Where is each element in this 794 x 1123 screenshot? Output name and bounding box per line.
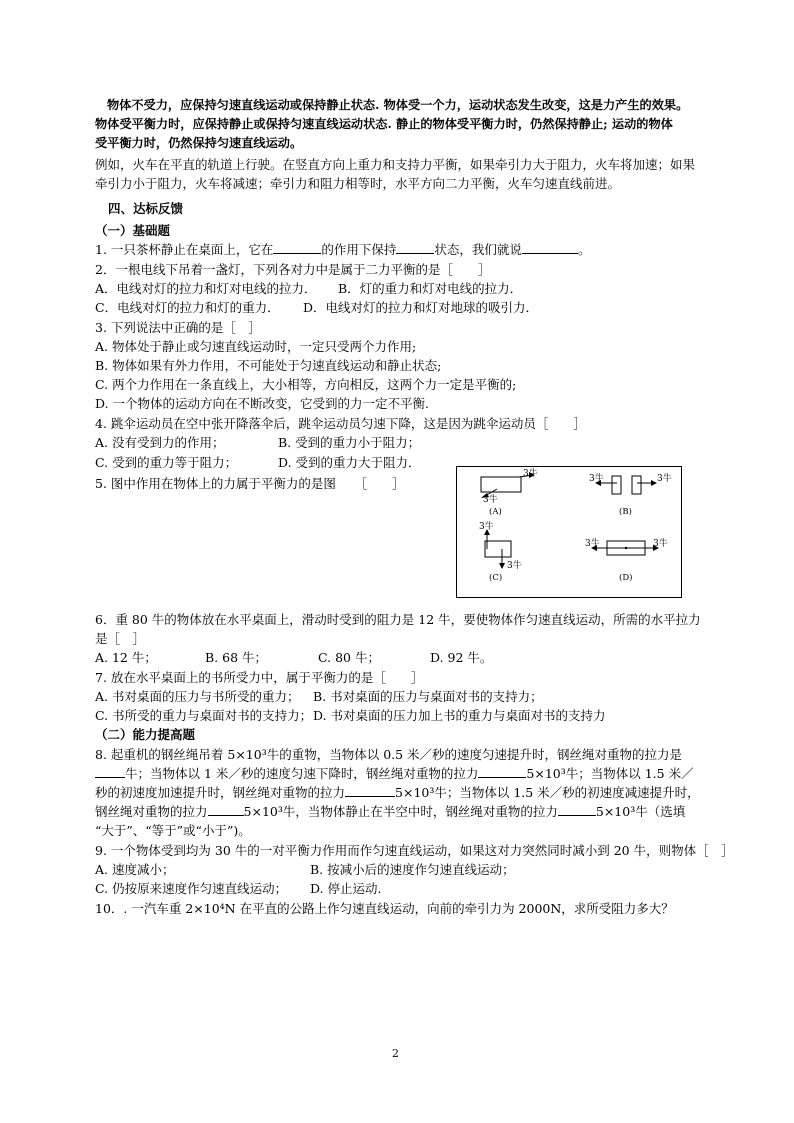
- question-2-stem: 2．一根电线下吊着一盏灯，下列各对力中是属于二力平衡的是［ ］: [95, 262, 491, 277]
- diagram-b: [589, 472, 672, 517]
- diagram-c: [479, 520, 522, 583]
- summary-line-1: 物体不受力，应保持匀速直线运动或保持静止状态. 物体受一个力，运动状态发生改变，这是力产生的效果。: [107, 98, 689, 112]
- force-label: 3牛: [483, 495, 498, 505]
- answer-blank[interactable]: [558, 802, 596, 816]
- question-9-option-c: C. 仍按原来速度作匀速直线运动；: [95, 881, 288, 896]
- force-label: 3牛: [657, 474, 672, 484]
- force-diagram-figure: [456, 466, 682, 598]
- diagram-label-d: (D): [619, 573, 633, 583]
- question-8-line-2: 牛；当物体以 1 米／秒的速度匀速下降时，钢丝绳对重物的拉力 5×10³牛；当物体以 1.5 米／: [95, 764, 694, 783]
- answer-blank[interactable]: [345, 783, 395, 797]
- summary-line-3: 受平衡力时，仍然保持匀速直线运动。: [95, 136, 303, 150]
- question-4-option-b: B. 受到的重力小于阻力；: [278, 435, 421, 450]
- section-title: 四、达标反馈: [108, 201, 184, 216]
- force-label: 3牛: [589, 474, 604, 484]
- question-3-stem: 3. 下列说法中正确的是［ ］: [95, 320, 261, 335]
- question-5-stem: 5. 图中作用在物体上的力属于平衡力的是图 ［ ］: [95, 476, 405, 491]
- answer-blank[interactable]: [273, 240, 321, 254]
- question-6-stem-1: 6．重 80 牛的物体放在水平桌面上，滑动时受到的阻力是 12 牛，要使物体作匀速直线运动，所需的水平拉力: [95, 612, 701, 627]
- example-line-2: 牵引力小于阻力，火车将减速；牵引力和阻力相等时，水平方向二力平衡，火车匀速直线前进。: [95, 176, 621, 191]
- question-9-option-d: D. 停止运动.: [310, 881, 382, 896]
- question-10: 10．. 一汽车重 2×10⁴N 在平直的公路上作匀速直线运动，向前的牵引力为 2000N，求所受阻力多大？: [95, 901, 674, 916]
- question-4-option-c: C. 受到的重力等于阻力；: [95, 455, 238, 470]
- example-line-1: 例如，火车在平直的轨道上行驶。在竖直方向上重力和支持力平衡，如果牵引力大于阻力，火车将加速；如果: [95, 157, 696, 172]
- question-6-option-a: A. 12 牛；: [95, 650, 157, 665]
- force-diagram: [457, 467, 681, 597]
- question-3-option-b: B. 物体如果有外力作用，不可能处于匀速直线运动和静止状态;: [95, 358, 442, 373]
- question-6-option-b: B. 68 牛；: [205, 650, 268, 665]
- diagram-label-c: (C): [489, 573, 503, 583]
- force-label: 3牛: [653, 539, 668, 549]
- question-4-stem: 4. 跳伞运动员在空中张开降落伞后，跳伞运动员匀速下降，这是因为跳伞运动员［ ］: [95, 416, 586, 431]
- question-2-option-b: B．灯的重力和灯对电线的拉力．: [338, 281, 523, 296]
- question-8-line-4: 钢丝绳对重物的拉力 5×10³牛，当物体静止在半空中时，钢丝绳对重物的拉力 5×10³牛（选填: [95, 804, 686, 819]
- diagram-d: [585, 537, 668, 583]
- question-2-option-d: D．电线对灯的拉力和灯对地球的吸引力．: [303, 300, 539, 315]
- force-label: 3牛: [507, 561, 522, 571]
- force-label: 3牛: [523, 469, 538, 479]
- question-9-option-a: A. 速度减小；: [95, 862, 175, 877]
- diagram-a: [481, 467, 538, 517]
- question-7-stem: 7. 放在水平桌面上的书所受力中，属于平衡力的是［ ］: [95, 670, 424, 685]
- force-label: 3牛: [479, 522, 494, 532]
- question-7-option-a: A. 书对桌面的压力与书所受的重力；: [95, 689, 300, 704]
- answer-blank[interactable]: [478, 764, 526, 778]
- question-6-option-c: C. 80 牛；: [318, 650, 380, 665]
- question-4-option-a: A. 没有受到力的作用；: [95, 435, 225, 450]
- question-7-option-c: C. 书所受的重力与桌面对书的支持力；: [95, 708, 313, 723]
- question-3-option-c: C. 两个力作用在一条直线上，大小相等，方向相反，这两个力一定是平衡的;: [95, 377, 517, 392]
- question-8-line-1: 8. 起重机的钢丝绳吊着 5×10³牛的重物，当物体以 0.5 米／秒的速度匀速提升时，钢丝绳对重物的拉力是: [95, 747, 683, 762]
- page-number: 2: [392, 1047, 399, 1060]
- question-8-line-5: “大于”、“等于”或“小于”)。: [95, 823, 251, 838]
- question-3-option-d: D. 一个物体的运动方向在不断改变，它受到的力一定不平衡.: [95, 396, 429, 411]
- advanced-section-title: （二）能力提高题: [95, 727, 196, 742]
- force-label: 3牛: [585, 539, 600, 549]
- basic-section-title: （一）基础题: [95, 223, 171, 238]
- answer-blank[interactable]: [396, 240, 434, 254]
- question-6-stem-2: 是［ ］: [95, 631, 146, 646]
- question-3-option-a: A. 物体处于静止或匀速直线运动时，一定只受两个力作用;: [95, 339, 417, 354]
- question-8-line-3: 秒的初速度加速提升时，钢丝绳对重物的拉力 5×10³牛；当物体以 1.5 米／秒的初速度减速提升时，: [95, 785, 700, 800]
- answer-blank[interactable]: [522, 240, 578, 254]
- question-7-option-d: D. 书对桌面的压力加上书的重力与桌面对书的支持力: [313, 708, 606, 723]
- question-6-option-d: D. 92 牛。: [430, 650, 493, 665]
- question-7-option-b: B. 书对桌面的压力与桌面对书的支持力；: [313, 689, 543, 704]
- diagram-label-b: (B): [619, 507, 632, 517]
- question-9-option-b: B. 按减小后的速度作匀速直线运动；: [310, 862, 515, 877]
- diagram-label-a: (A): [489, 507, 502, 517]
- question-2-option-a: A．电线对灯的拉力和灯对电线的拉力．: [95, 281, 317, 296]
- summary-line-2: 物体受平衡力时，应保持静止或保持匀速直线运动状态. 静止的物体受平衡力时，仍然保持静止; 运动的物体: [95, 117, 673, 131]
- answer-blank[interactable]: [95, 764, 125, 778]
- answer-blank[interactable]: [208, 802, 244, 816]
- question-1: 1. 一只茶杯静止在桌面上，它在 的作用下保持 状态，我们就说 。: [95, 242, 591, 257]
- question-9-stem: 9. 一个物体受到均为 30 牛的一对平衡力作用而作匀速直线运动，如果这对力突然同时减小到 20 牛，则物体［ ］: [95, 843, 734, 858]
- question-4-option-d: D. 受到的重力大于阻力．: [278, 455, 421, 470]
- question-2-option-c: C．电线对灯的拉力和灯的重力．: [95, 300, 280, 315]
